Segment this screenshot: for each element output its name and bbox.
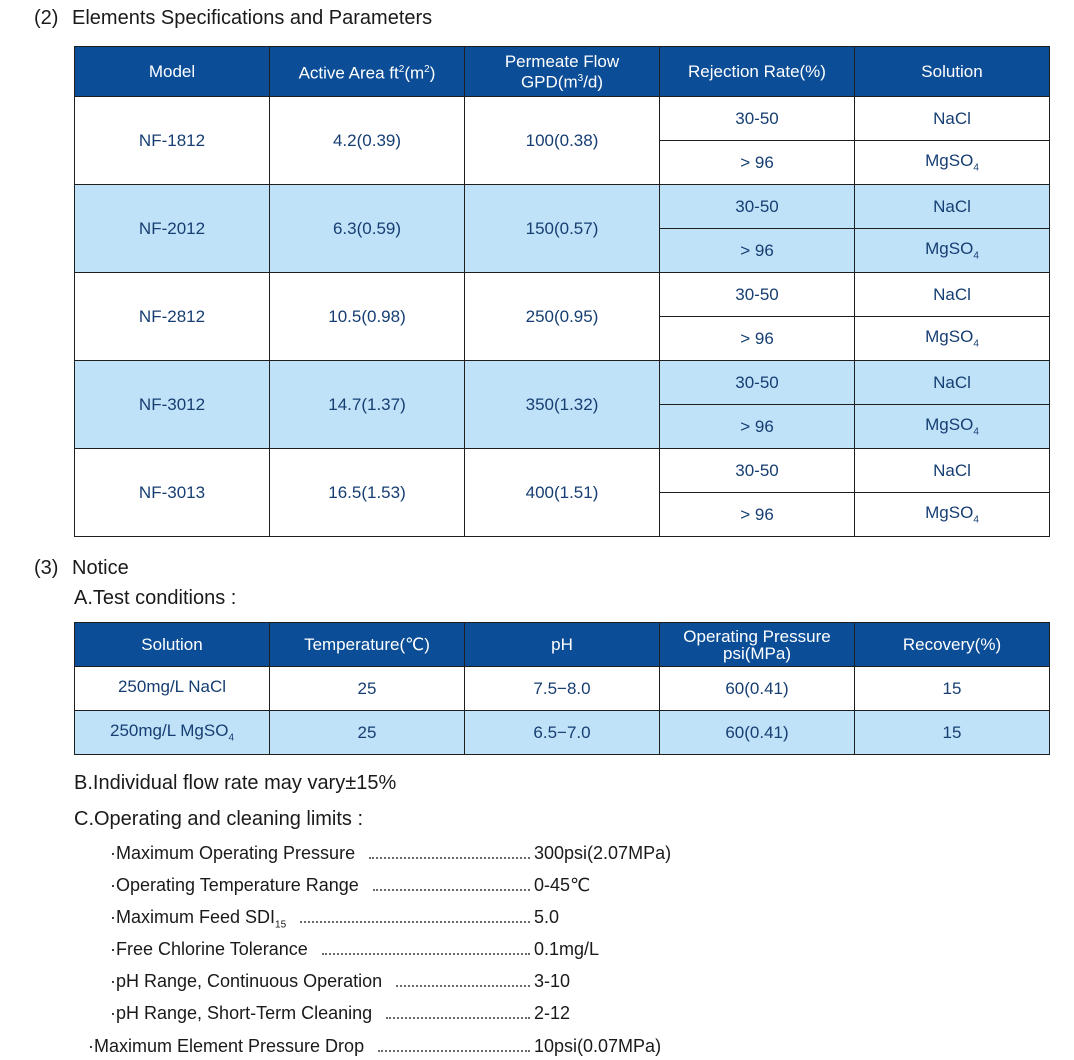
solution-cell: MgSO$_4$: [855, 141, 1050, 185]
leader-dots: [322, 953, 530, 955]
section-2-title: Elements Specifications and Parameters: [72, 7, 433, 29]
active-area-cell: 14.7(1.37): [270, 361, 465, 449]
rejection-rate-cell: > 96: [660, 229, 855, 273]
rejection-rate-cell: > 96: [660, 493, 855, 537]
limit-label: ·pH Range, Short-Term Cleaning: [110, 1003, 373, 1023]
solution-cell: NaCl: [855, 361, 1050, 405]
leader-dots: [373, 889, 530, 891]
flow-rate-note: B.Individual flow rate may vary±15%: [74, 772, 397, 794]
table-row: [75, 185, 1050, 229]
limit-value: 2-12: [534, 1003, 571, 1023]
permeate-flow-cell: 100(0.38): [465, 97, 660, 185]
test-temperature-cell: 25: [270, 711, 465, 755]
solution-cell: NaCl: [855, 449, 1050, 493]
table-row: [75, 667, 1050, 711]
permeate-flow-cell: 250(0.95): [465, 273, 660, 361]
rejection-rate-cell: > 96: [660, 141, 855, 185]
test-header-solution: Solution: [75, 623, 270, 667]
rejection-rate-cell: 30-50: [660, 273, 855, 317]
leader-dots: [396, 985, 530, 987]
header-rejection-rate: Rejection Rate(%): [660, 47, 855, 97]
limit-label: ·pH Range, Continuous Operation: [110, 971, 383, 991]
limit-label: ·Maximum Operating Pressure: [110, 843, 356, 863]
solution-cell: NaCl: [855, 97, 1050, 141]
solution-cell: MgSO$_4$: [855, 317, 1050, 361]
table-row: [75, 97, 1050, 141]
solution-cell: NaCl: [855, 273, 1050, 317]
list-item: [0, 971, 1074, 995]
model-cell: NF-3013: [75, 449, 270, 537]
header-permeate-flow: Permeate Flow $GPD(m^3/d)$: [465, 47, 660, 97]
leader-dots: [378, 1050, 530, 1052]
list-item: [0, 843, 1074, 867]
rejection-rate-cell: 30-50: [660, 361, 855, 405]
limit-value: 3-10: [534, 971, 571, 991]
permeate-flow-cell: 400(1.51): [465, 449, 660, 537]
test-pressure-cell: 60(0.41): [660, 711, 855, 755]
rejection-rate-cell: 30-50: [660, 185, 855, 229]
test-recovery-cell: 15: [855, 711, 1050, 755]
leader-dots: [300, 921, 530, 923]
rejection-rate-cell: 30-50: [660, 97, 855, 141]
limit-value: 0.1mg/L: [534, 939, 600, 959]
limits-title: C.Operating and cleaning limits :: [74, 808, 364, 830]
list-item: [0, 1003, 1074, 1027]
limit-value: 0-45℃: [534, 875, 591, 895]
model-cell: NF-2812: [75, 273, 270, 361]
solution-cell: NaCl: [855, 185, 1050, 229]
test-conditions-title: A.Test conditions :: [74, 587, 237, 609]
test-header-temperature: Temperature(℃): [270, 623, 465, 667]
permeate-flow-cell: 150(0.57): [465, 185, 660, 273]
leader-dots: [369, 857, 530, 859]
test-header-recovery: Recovery(%): [855, 623, 1050, 667]
table-row: [75, 449, 1050, 493]
limit-value: 300psi(2.07MPa): [534, 843, 672, 863]
test-ph-cell: 7.5−8.0: [465, 667, 660, 711]
solution-cell: MgSO$_4$: [855, 229, 1050, 273]
test-temperature-cell: 25: [270, 667, 465, 711]
list-item: [0, 907, 1074, 931]
permeate-flow-cell: 350(1.32): [465, 361, 660, 449]
rejection-rate-cell: 30-50: [660, 449, 855, 493]
list-item: [0, 939, 1074, 963]
section-2-heading: [34, 7, 432, 30]
limit-value: 5.0: [534, 907, 560, 927]
header-solution: Solution: [855, 47, 1050, 97]
table-row: [75, 273, 1050, 317]
active-area-cell: 10.5(0.98): [270, 273, 465, 361]
spec-header-row: [75, 47, 1050, 97]
rejection-rate-cell: > 96: [660, 405, 855, 449]
rejection-rate-cell: > 96: [660, 317, 855, 361]
section-2-number: (2): [34, 7, 59, 29]
test-pressure-cell: 60(0.41): [660, 667, 855, 711]
test-conditions-table: [74, 622, 1050, 755]
model-cell: NF-3012: [75, 361, 270, 449]
active-area-cell: 4.2(0.39): [270, 97, 465, 185]
limit-label: ·Operating Temperature Range: [110, 875, 359, 895]
model-cell: NF-2012: [75, 185, 270, 273]
table-row: [75, 711, 1050, 755]
list-item: [0, 875, 1074, 899]
test-header-ph: pH: [465, 623, 660, 667]
test-recovery-cell: 15: [855, 667, 1050, 711]
table-row: [75, 361, 1050, 405]
test-solution-cell: 250mg/L MgSO$_4$: [75, 711, 270, 755]
active-area-cell: 16.5(1.53): [270, 449, 465, 537]
test-header-row: [75, 623, 1050, 667]
section-3-number: (3): [34, 557, 59, 579]
limit-label: ·Maximum Element Pressure Drop: [88, 1036, 365, 1056]
solution-cell: MgSO$_4$: [855, 405, 1050, 449]
section-3-heading: [34, 557, 129, 580]
limit-value: 10psi(0.07MPa): [534, 1036, 662, 1056]
test-header-pressure: Operating Pressure psi(MPa): [660, 623, 855, 667]
solution-cell: MgSO$_4$: [855, 493, 1050, 537]
active-area-cell: 6.3(0.59): [270, 185, 465, 273]
header-model: Model: [75, 47, 270, 97]
test-solution-cell: 250mg/L NaCl: [75, 667, 270, 711]
section-3-title: Notice: [72, 557, 129, 579]
limit-label: ·Free Chlorine Tolerance: [110, 939, 308, 959]
header-active-area: Active Area $ft^2(m^2)$: [270, 47, 465, 97]
leader-dots: [386, 1017, 530, 1019]
limit-label: ·Maximum Feed $SDI_{15}$: [110, 907, 287, 931]
model-cell: NF-1812: [75, 97, 270, 185]
test-ph-cell: 6.5−7.0: [465, 711, 660, 755]
specifications-table: [74, 46, 1050, 537]
list-item: [0, 1036, 1074, 1060]
